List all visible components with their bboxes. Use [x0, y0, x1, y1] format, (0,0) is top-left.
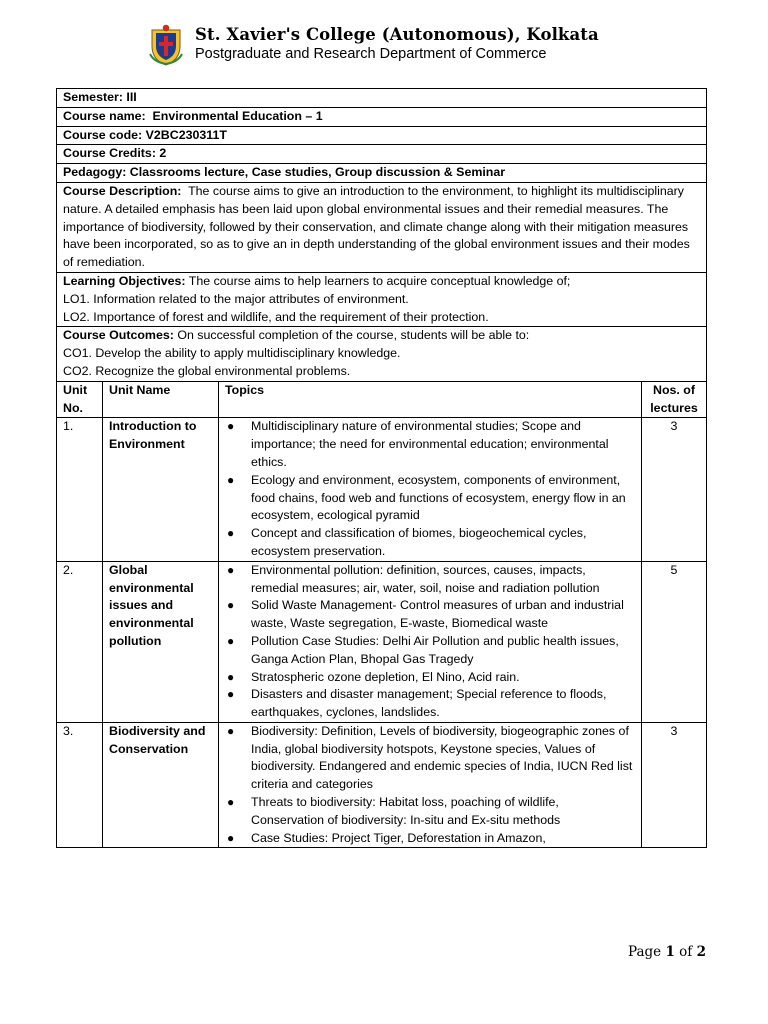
- topic-item: ● Concept and classification of biomes, biogeochemical cycles, ecosystem preservation.: [227, 526, 587, 558]
- objectives-label: Learning Objectives:: [63, 273, 186, 288]
- description-row: [57, 182, 707, 272]
- bullet-icon: ●: [227, 723, 235, 738]
- topic-item: ● Pollution Case Studies: Delhi Air Pollution and public health issues, Ganga Action Plan, Bhopal Gas Tragedy: [227, 633, 619, 666]
- course-name-label: Course name:: [63, 108, 146, 123]
- course-code-row: [57, 126, 707, 145]
- bullet-icon: ●: [227, 795, 235, 810]
- outcomes-intro: On successful completion of the course, students will be able to:: [177, 328, 530, 343]
- outcomes-label: Course Outcomes:: [63, 328, 174, 343]
- header-topics: Topics: [219, 381, 642, 418]
- unit-row: [57, 561, 707, 722]
- outcome-item: CO2. Recognize the global environmental problems.: [63, 363, 351, 378]
- semester-label: Semester:: [63, 90, 123, 104]
- unit-number: 3.: [57, 722, 103, 848]
- objectives-intro: The course aims to help learners to acquire conceptual knowledge of;: [188, 273, 571, 288]
- bullet-icon: ●: [227, 419, 235, 434]
- bullet-icon: ●: [227, 598, 235, 613]
- outcome-item: CO1. Develop the ability to apply multidisciplinary knowledge.: [63, 346, 401, 361]
- bullet-icon: ●: [227, 526, 235, 541]
- header-lectures: Nos. of lectures: [642, 381, 707, 418]
- department-name: Postgraduate and Research Department of Commerce: [195, 46, 547, 62]
- header-unit-name: Unit Name: [103, 381, 219, 418]
- course-credits-row: [57, 145, 707, 164]
- topic-item: ● Multidisciplinary nature of environmental studies; Scope and importance; the need for environmental education; environmental ethics.: [227, 419, 609, 469]
- description-text: The course aims to give an introduction to the environment, to highlight its multidisciplinary nature. A detailed emphasis has been laid upon global environmental issues and their remedial measures. The importance of biodiversity, followed by their conservation, and climate change along with their mitigation measures have been incorporated, so as to give an in depth understanding of the global environment issues and their modes of remediation.: [63, 183, 690, 270]
- page-total: 2: [696, 944, 706, 960]
- bullet-icon: ●: [227, 830, 235, 845]
- page-current: 1: [665, 944, 675, 960]
- course-code-label: Course code:: [63, 127, 143, 142]
- college-crest-logo: [148, 24, 184, 66]
- pedagogy-label: Pedagogy:: [63, 165, 127, 180]
- objective-item: LO2. Importance of forest and wildlife, and the requirement of their protection.: [63, 309, 489, 324]
- topic-item: ● Solid Waste Management- Control measures of urban and industrial waste, Waste segregation, E-waste, Biomedical waste: [227, 598, 624, 631]
- unit-name: Biodiversity and Conservation: [103, 722, 219, 848]
- unit-row: [57, 418, 707, 561]
- semester-value: III: [126, 90, 137, 104]
- units-header-row: [57, 381, 707, 418]
- unit-topics: [219, 418, 642, 561]
- topic-item: ● Ecology and environment, ecosystem, components of environment, food chains, food web and functions of ecosystem, energy flow in an ecosystem, ecological pyramid: [227, 472, 626, 523]
- topic-item: ● Disasters and disaster management; Special reference to floods, earthquakes, cyclones, landslides.: [227, 687, 607, 720]
- unit-row: [57, 722, 707, 848]
- course-code-value: V2BC230311T: [145, 127, 227, 142]
- unit-name: Introduction to Environment: [103, 418, 219, 561]
- course-name-value: Environmental Education – 1: [152, 108, 323, 123]
- bullet-icon: ●: [227, 633, 235, 648]
- topic-item: ● Biodiversity: Definition, Levels of biodiversity, biogeographic zones of India, global biodiversity hotspots, Keystone species, Values of biodiversity. Endangered and endemic species of India, IUCN Red list criteria and categories: [227, 723, 633, 792]
- bullet-icon: ●: [227, 669, 235, 684]
- topic-item: ● Stratospheric ozone depletion, El Nino, Acid rain.: [225, 669, 635, 687]
- page-header: [148, 22, 608, 70]
- of-word: of: [679, 944, 693, 960]
- syllabus-table: [56, 88, 707, 848]
- semester-row: [57, 89, 707, 108]
- unit-topics: [219, 722, 642, 848]
- unit-topics: [219, 561, 642, 722]
- bullet-icon: ●: [227, 562, 235, 577]
- description-label: Course Description:: [63, 183, 182, 198]
- bullet-icon: ●: [227, 687, 235, 702]
- unit-lectures: 3: [642, 418, 707, 561]
- pedagogy-value: Classrooms lecture, Case studies, Group discussion & Seminar: [129, 165, 506, 180]
- topic-item: ● Threats to biodiversity: Habitat loss, poaching of wildlife, Conservation of biodiversity: In-situ and Ex-situ methods: [227, 795, 561, 827]
- course-name-row: [57, 107, 707, 126]
- objective-item: LO1. Information related to the major attributes of environment.: [63, 291, 409, 306]
- unit-number: 1.: [57, 418, 103, 561]
- objectives-row: [57, 272, 707, 326]
- header-unit-no: Unit No.: [57, 381, 103, 418]
- page-number: [628, 944, 706, 960]
- unit-lectures: 3: [642, 722, 707, 848]
- pedagogy-row: [57, 164, 707, 183]
- bullet-icon: ●: [227, 472, 235, 487]
- unit-name: Global environmental issues and environmental pollution: [103, 561, 219, 722]
- course-credits-value: 2: [159, 146, 167, 161]
- unit-number: 2.: [57, 561, 103, 722]
- college-name: St. Xavier's College (Autonomous), Kolkata: [195, 25, 599, 44]
- page-word: Page: [628, 944, 662, 960]
- topic-item: ● Case Studies: Project Tiger, Deforestation in Amazon,: [225, 830, 635, 848]
- topic-item: ● Environmental pollution: definition, sources, causes, impacts, remedial measures; air, water, soil, noise and radiation pollution: [227, 562, 600, 595]
- outcomes-row: [57, 327, 707, 381]
- unit-lectures: 5: [642, 561, 707, 722]
- course-credits-label: Course Credits:: [63, 146, 156, 161]
